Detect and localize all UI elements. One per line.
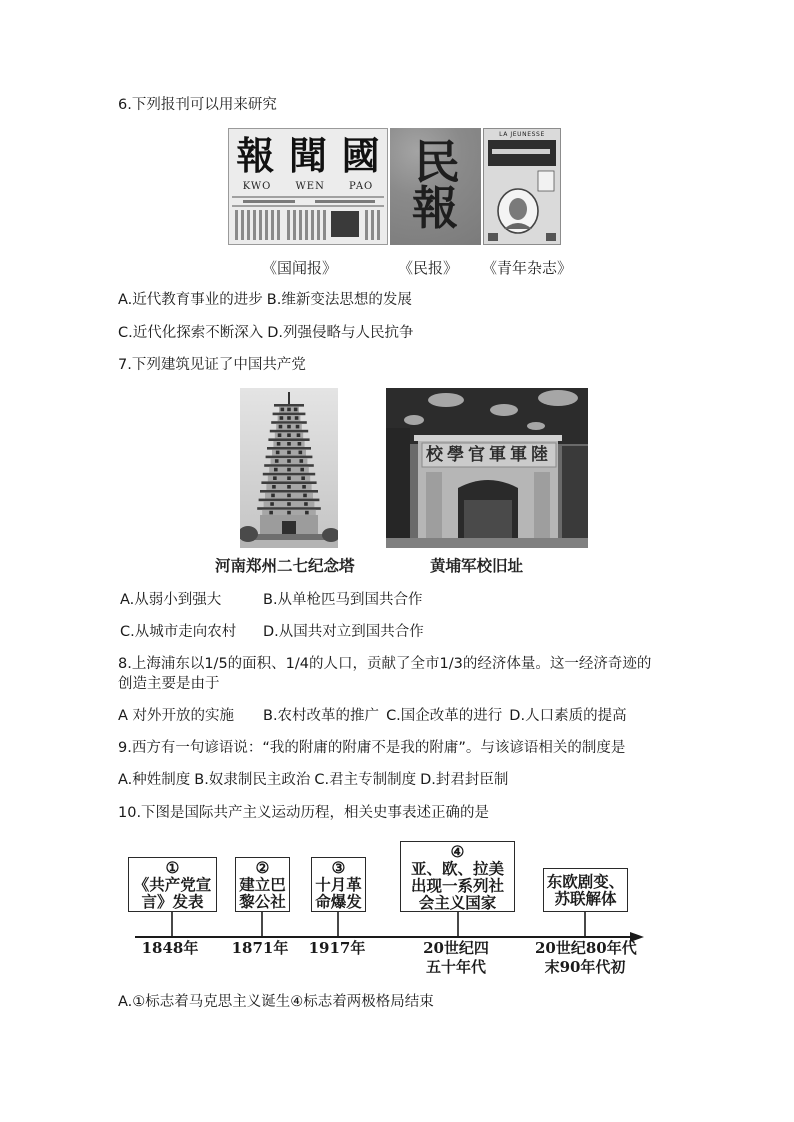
pagoda-window [298,442,302,446]
event-marker: ① [165,858,180,877]
event-text-line: 苏联解体 [554,889,617,908]
caption-erqi-pagoda: 河南郑州二七纪念塔 [215,556,355,575]
pagoda-tier-roof [266,456,313,459]
pagoda-window [303,494,307,498]
q9-options-row [118,770,508,790]
pagoda-window [287,416,291,420]
q6-option-d: D.列强侵略与人民抗争 [267,325,414,341]
event-text-line: 东欧剧变、 [546,872,625,891]
pagoda-window [287,459,291,463]
caption-guowenbao: 《国闻报》 [262,259,338,277]
pagoda-window [287,442,291,446]
caption-whampoa: 黄埔军校旧址 [430,556,524,575]
event-text-line: 言》发表 [141,892,204,911]
guowenbao-photo [228,128,388,245]
pagoda-tier-roof [274,404,304,407]
whampoa-gate-drawing [386,388,588,548]
pagoda-window [287,451,291,455]
date-line: 1848年 [141,939,199,957]
whampoa-academy-photo [386,388,588,548]
erqi-pagoda-photo [240,388,338,548]
date-line: 1917年 [308,939,366,957]
event-text-line: 十月革 [315,875,362,894]
pagoda-window [305,511,309,515]
guowenbao-romanized-title: KWO WEN PAO [242,181,374,192]
pagoda-window [279,425,283,429]
pagoda-window [269,511,273,515]
pagoda-tier-roof [267,447,311,450]
caption-minbao: 《民报》 [398,259,459,277]
pagoda-window [300,468,304,472]
portrait-head [509,198,527,220]
pagoda-tier-roof [270,430,308,433]
pagoda-window [287,425,291,429]
pagoda-window [275,459,279,463]
pagoda-window [287,408,291,412]
q6-option-c: C.近代化探索不断深入 [118,325,264,341]
event-text-line: 黎公社 [239,892,286,911]
pagoda-window [270,502,274,506]
pagoda-window [296,425,300,429]
pagoda-window [271,494,275,498]
timeline-event-3 [311,857,366,912]
date-line: 20世纪四 [423,939,489,957]
pagoda-tier-roof [264,464,314,467]
masthead-char: 報 [412,181,458,235]
pagoda-window [277,442,281,446]
text-bar [315,200,375,203]
date-line: 五十年代 [425,958,486,976]
cover-banner-stripe [492,149,550,154]
gate-inscription: 校學官軍軍陸 [426,445,552,465]
q8-option-d: D.人口素质的提高 [509,708,627,724]
q9-option-a: A.种姓制度 [118,772,191,788]
pagoda-tier-roof [273,413,306,416]
pagoda-window [297,433,301,437]
pagoda-tier-roof [259,499,320,502]
q9-stem: 9.西方有一句谚语说：“我的附庸的附庸不是我的附庸”。与该谚语相关的制度是 [118,740,626,756]
q8-stem-line-2: 创造主要是由于 [118,676,220,692]
pagoda-tier-roof [261,481,316,484]
masthead-char: 國 [341,133,380,178]
pagoda-window [281,408,285,412]
minbao-photo [390,128,481,245]
q8-stem-line-1: 8.上海浦东以1/5的面积、1/4的人口，贡献了全市1/3的经济体量。这一经济奇迹的 [118,656,652,672]
gate-pillar [426,472,442,548]
event-text-line: 出现一系列社 [410,875,504,895]
pagoda-window [287,502,291,506]
pagoda-window [280,416,284,420]
pagoda-window [287,433,291,437]
q7-stem: 7.下列建筑见证了中国共产党 [118,357,306,373]
pagoda-window [274,468,278,472]
q8-option-b: B.农村改革的推广 [263,708,380,724]
masthead-char: 報 [236,133,275,178]
event-text-line: 亚、欧、拉美 [410,858,504,878]
corner-block [488,233,498,241]
q7-option-d: D.从国共对立到国共合作 [263,624,424,640]
text-bar [243,200,295,203]
dark-print-block [331,211,359,237]
pagoda-window [287,494,291,498]
date-line: 末90年代初 [544,958,626,976]
pagoda-window [302,485,306,489]
timeline-date-4 [406,939,506,977]
timeline-event-2 [235,857,290,912]
date-line: 1871年 [231,939,289,957]
event-marker: ② [255,858,270,877]
pagoda-tier-roof [268,438,309,441]
timeline-event-1 [128,857,217,912]
timeline-date-3 [287,939,387,958]
event-text-line: 《共产党宣 [133,875,212,894]
timeline-date-1 [120,939,220,958]
q6-options-row-2 [118,323,414,343]
timeline-event-5 [543,868,628,912]
q6-option-b: B.维新变法思想的发展 [266,292,412,308]
q9-option-d: D.封君封臣制 [420,772,509,788]
newspaper-text-columns [229,195,387,245]
pagoda-tier-roof [271,421,307,424]
timeline-event-4 [400,841,515,912]
q7-option-a: A.从弱小到强大 [120,592,222,608]
title-label-box [538,171,554,191]
side-building [562,446,588,548]
pagoda-window [299,459,303,463]
caption-qingnian: 《青年杂志》 [482,259,573,277]
pagoda-window [272,485,276,489]
pagoda-tier-roof [257,507,321,510]
q8-option-c: C.国企改革的进行 [386,708,503,724]
gate-interior [464,500,512,540]
tree-trunk [386,428,410,548]
pagoda-plinth [252,534,326,540]
gate-pillar [534,472,550,548]
event-marker: ④ [450,841,465,861]
pagoda-window [287,485,291,489]
timeline-date-5 [535,939,635,977]
pagoda-tier-roof [263,473,315,476]
ground [240,540,338,548]
pagoda-entrance [282,521,296,535]
q10-stem: 10.下图是国际共产主义运动历程，相关史事表述正确的是 [118,805,490,821]
q6-option-a: A.近代教育事业的进步 [118,292,263,308]
event-text-line: 命爆发 [315,892,362,911]
q9-option-b: B.奴隶制民主政治 [194,772,311,788]
pagoda-window [287,468,291,472]
corner-block [546,233,556,241]
q7-option-c: C.从城市走向农村 [120,624,237,640]
event-text-line: 会主义国家 [418,892,497,912]
pagoda-window [276,451,280,455]
q8-option-a: A 对外开放的实施 [118,708,235,724]
pagoda-window [299,451,303,455]
guowenbao-masthead [229,133,387,179]
date-line: 20世纪80年代 [535,939,637,957]
pagoda-tier-roof [260,490,318,493]
q7-option-b: B.从单枪匹马到国共合作 [263,592,423,608]
q6-options-row-1 [118,290,412,310]
pagoda-window [287,511,291,515]
pagoda-window [294,408,298,412]
pagoda-window [301,476,305,480]
masthead-char: 聞 [288,133,327,178]
pagoda-window [278,433,282,437]
pagoda-window [287,476,291,480]
pagoda-drawing [240,388,338,548]
q10-option-a: A.①标志着马克思主义诞生④标志着两极格局结束 [118,994,434,1010]
q8-options-row [263,706,627,726]
qingnian-zazhi-photo [483,128,561,245]
event-text-line: 建立巴 [239,875,286,894]
pagoda-window [295,416,299,420]
event-marker: ③ [331,858,346,877]
pagoda-window [304,502,308,506]
q9-option-c: C.君主专制制度 [314,772,417,788]
gate-cornice [414,435,562,441]
q6-stem: 6.下列报刊可以用来研究 [118,97,277,113]
communist-movement-timeline [120,838,650,983]
ground [386,538,588,548]
pagoda-window [273,476,277,480]
magazine-cover-art [484,129,560,244]
masthead-char: 民 [414,135,460,189]
qingnian-banner-text: LA JEUNESSE [499,131,545,138]
